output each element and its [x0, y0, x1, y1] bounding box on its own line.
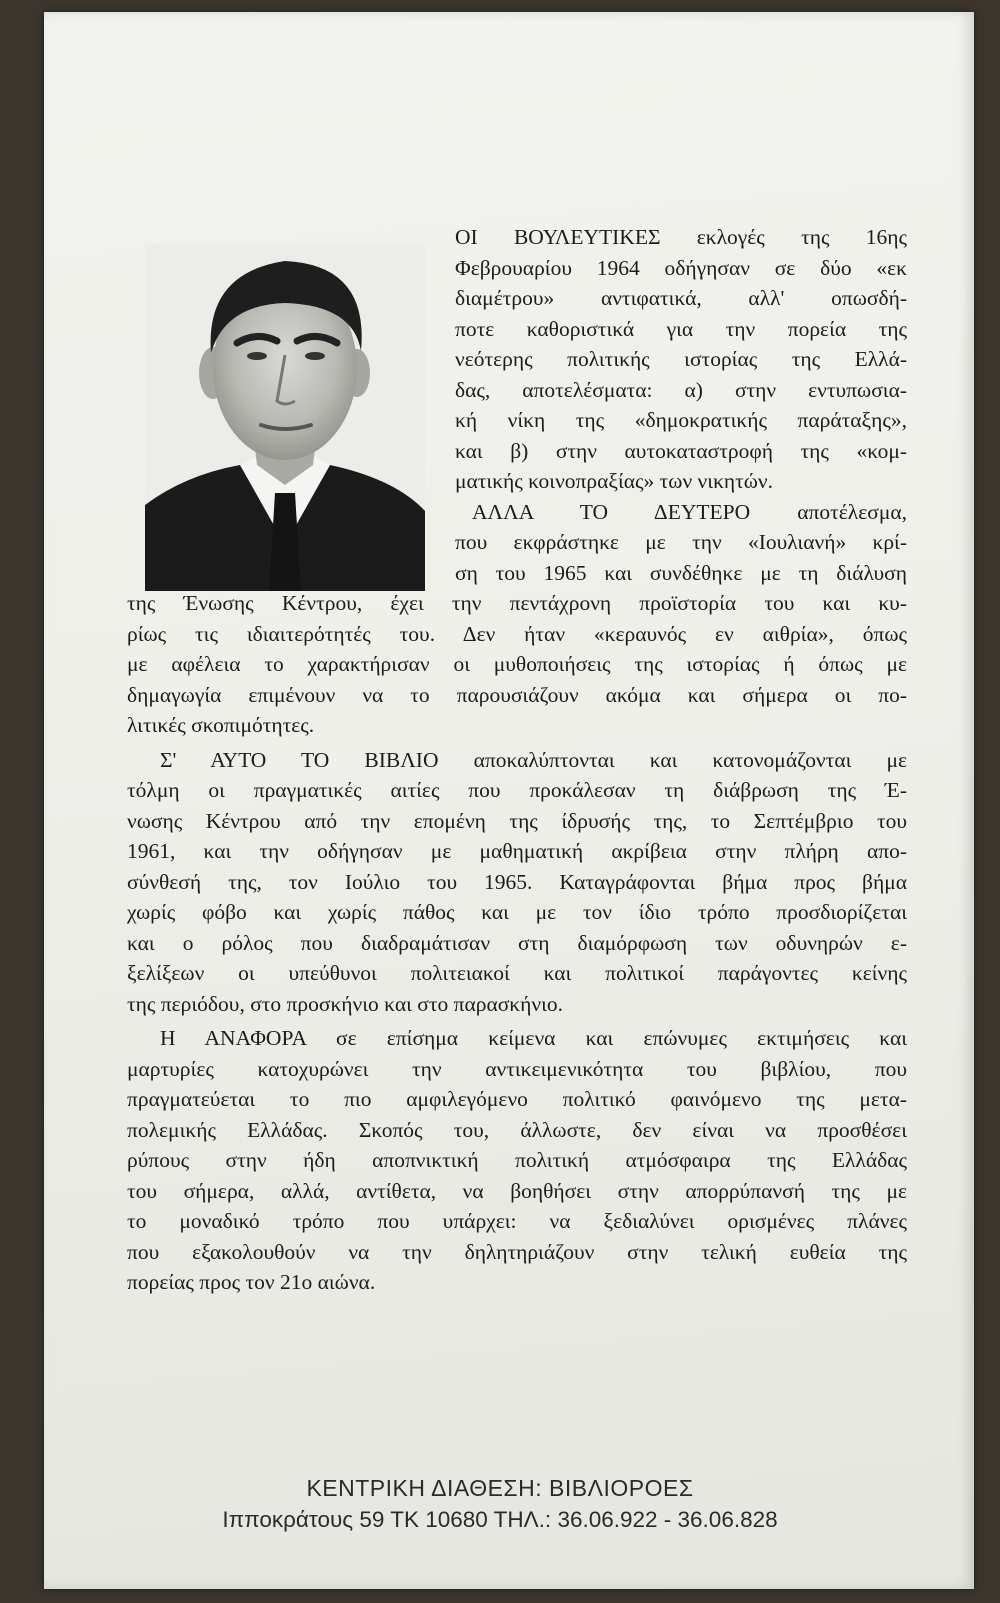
text-line: και β) στην αυτοκαταστροφή της «κομ- [455, 438, 907, 463]
second-result-paragraph [127, 497, 907, 741]
text-line: ποτε καθοριστικά για την πορεία της [455, 316, 907, 341]
text-line: Σ' ΑΥΤΟ ΤΟ ΒΙΒΛΙΟ αποκαλύπτονται και κατονομάζονται με [160, 747, 907, 772]
text-line: της Ένωσης Κέντρου, έχει την πεντάχρονη προϊστορία του και κυ- [127, 591, 907, 615]
text-line: του σήμερα, αλλά, αντίθετα, να βοηθήσει στην απορρύπανσή της με [127, 1178, 907, 1203]
text-line: με αφέλεια το χαρακτήρισαν οι μυθοποιήσεις της ιστορίας ή όπως με [127, 652, 907, 676]
text-line: δας, αποτελέσματα: α) στην εντυπωσια- [455, 377, 907, 402]
text-line: της περιόδου, στο προσκήνιο και στο παρασκήνιο. [127, 991, 564, 1016]
references-paragraph [127, 1023, 907, 1298]
text-line: πραγματεύεται το πιο αμφιλεγόμενο πολιτικό φαινόμενο της μετα- [127, 1087, 907, 1111]
intro-paragraph [127, 222, 907, 497]
text-line: που εξακολουθούν να την δηλητηριάζουν στην τελική ευθεία της [127, 1239, 907, 1264]
text-line: σύνθεσή της, τον Ιούλιο του 1965. Καταγράφονται βήμα προς βήμα [127, 869, 907, 894]
text-line: λιτικές σκοπιμότητες. [127, 713, 315, 737]
text-line: ρύπους στην ήδη αποπνικτική πολιτική ατμόσφαιρα της Ελλάδας [127, 1148, 907, 1172]
text-line: ρίως τις ιδιαιτερότητές του. Δεν ήταν «κεραυνός εν αιθρία», όπως [127, 621, 907, 646]
text-line: που εκφράστηκε με την «Ιουλιανή» κρί- [455, 530, 907, 554]
text-line: νεότερης πολιτικής ιστορίας της Ελλά- [455, 347, 907, 371]
text-line: Η ΑΝΑΦΟΡΑ σε επίσημα κείμενα και επώνυμες εκτιμήσεις και [160, 1026, 907, 1050]
book-reveals-paragraph [127, 745, 907, 1020]
text-line: πολεμικής Ελλάδας. Σκοπός του, άλλωστε, δεν είναι να προσθέσει [127, 1117, 907, 1142]
text-line: τόλμη οι πραγματικές αιτίες που προκάλεσαν τη διάβρωση της Έ- [127, 778, 907, 802]
text-line: το μοναδικό τρόπο που υπάρχει: να ξεδιαλύνει ορισμένες πλάνες [127, 1209, 907, 1233]
text-line: διαμέτρου» αντιφατικά, αλλ' οπωσδή- [455, 286, 907, 310]
text-line: 1961, και την οδήγησαν με μαθηματική ακρίβεια στην πλήρη απο- [127, 839, 907, 863]
text-line: Φεβρουαρίου 1964 οδήγησαν σε δύο «εκ [455, 255, 907, 280]
text-line: χωρίς φόβο και χωρίς πάθος και με τον ίδιο τρόπο προσδιορίζεται [127, 900, 907, 924]
text-line: μαρτυρίες κατοχυρώνει την αντικειμενικότητα του βιβλίου, που [127, 1056, 907, 1081]
text-line: δημαγωγία επιμένουν να το παρουσιάζουν ακόμα και σήμερα οι πο- [127, 682, 907, 707]
text-line: κή νίκη της «δημοκρατικής παράταξης», [455, 408, 907, 432]
distribution-label: ΚΕΝΤΡΙΚΗ ΔΙΑΘΕΣΗ: ΒΙΒΛΙΟΡΟΕΣ [306, 1475, 694, 1501]
text-line: νωσης Κέντρου από την επομένη της ίδρυσής της, το Σεπτέμβριο του [127, 808, 907, 833]
text-line: ση του 1965 και συνδέθηκε με τη διάλυση [455, 560, 907, 585]
text-line: πορείας προς τον 21ο αιώνα. [127, 1270, 376, 1294]
back-cover-text [127, 222, 907, 1298]
text-line: ξελίξεων οι υπεύθυνοι πολιτειακοί και πολιτικοί παράγοντες κείνης [127, 961, 907, 985]
text-line: και ο ρόλος που διαδραμάτισαν στη διαμόρφωση των οδυνηρών ε- [127, 930, 907, 955]
text-line: ΑΛΛΑ ΤΟ ΔΕΥΤΕΡΟ αποτέλεσμα, [472, 499, 907, 524]
text-line: ΟΙ ΒΟΥΛΕΥΤΙΚΕΣ εκλογές της 16ης [455, 225, 907, 249]
text-line: ματικής κοινοπραξίας» των νικητών. [455, 469, 774, 493]
publisher-address: Ιπποκράτους 59 ΤΚ 10680 ΤΗΛ.: 36.06.922 - 36.06.828 [222, 1507, 778, 1532]
